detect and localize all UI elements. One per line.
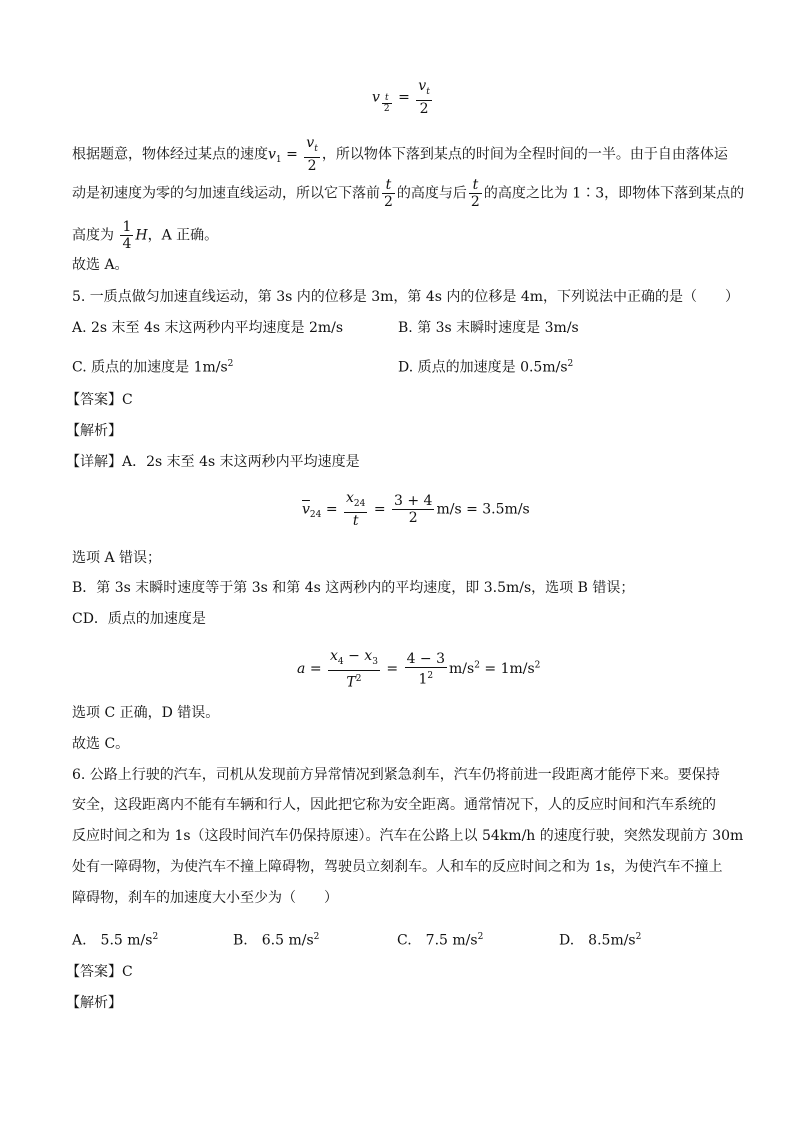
q5-analysis-tag: 【解析】 xyxy=(66,423,122,439)
f2-num-a: x xyxy=(330,648,338,664)
q5-choose xyxy=(72,734,129,754)
para1-t2-den: 2 xyxy=(470,194,480,210)
f1-den2: 2 xyxy=(408,509,418,526)
f2-eq2: = xyxy=(386,661,399,678)
q5-stem-text: 5. 一质点做匀加速直线运动，第 3s 内的位移是 3m，第 4s 内的位移是 4m，下列说法中正确的是（ ） xyxy=(72,289,740,305)
para1-text5: 的高度之比为 1∶3，即物体下落到某点的 xyxy=(483,185,745,202)
para1-line2 xyxy=(72,177,744,210)
q5-cd-line-text: CD．质点的加速度是 xyxy=(72,611,206,627)
q5-answer-value: C xyxy=(122,392,133,408)
q5-a-wrong-text: 选项 A 错误； xyxy=(72,550,162,566)
q5-b-line-text: B．第 3s 末瞬时速度等于第 3s 和第 4s 这两秒内的平均速度，即 3.5m/s，选项 B 错误； xyxy=(72,580,635,596)
f1-num: x xyxy=(346,490,354,506)
q5-formula-acceleration xyxy=(297,648,540,690)
f1-lhs: $\overline{v}$ xyxy=(302,501,310,518)
formula-den: 2 xyxy=(419,100,429,117)
q5-analysis xyxy=(66,421,122,441)
q5-option-d-sup: 2 xyxy=(567,359,574,369)
q6-analysis-tag: 【解析】 xyxy=(66,995,122,1011)
q6-option-c xyxy=(397,927,483,951)
f2-den2: 1 xyxy=(418,671,428,688)
q5-answer xyxy=(66,390,133,410)
para1-frac-num-sub: t xyxy=(314,143,318,154)
q5-stem xyxy=(72,287,739,307)
f2-lhs: a xyxy=(297,661,306,678)
para1-text6: 高度为 xyxy=(72,227,114,244)
q6-line4 xyxy=(72,857,723,877)
para1-t1-num: t xyxy=(382,177,395,194)
para1-h-den: 4 xyxy=(122,236,132,252)
q6-line5 xyxy=(72,888,338,908)
q6-answer-tag: 【答案】 xyxy=(66,964,122,980)
f2-num-b: x xyxy=(364,648,373,664)
q6-option-c-text: C. 7.5 m/s xyxy=(397,932,478,949)
q6-option-b xyxy=(233,927,319,951)
para1-eq: = xyxy=(286,146,298,163)
q6-option-d-sup: 2 xyxy=(635,932,642,942)
q6-option-b-text: B. 6.5 m/s xyxy=(233,932,314,949)
para1-v: v xyxy=(268,146,276,163)
q5-detail-a xyxy=(66,452,360,472)
q5-option-a xyxy=(72,318,343,338)
para1-v-sub: 1 xyxy=(275,155,282,166)
q5-answer-tag: 【答案】 xyxy=(66,392,122,408)
q6-answer xyxy=(66,962,133,982)
q6-option-c-sup: 2 xyxy=(477,932,484,942)
para1-frac-den: 2 xyxy=(307,157,317,174)
q5-detail-tag: 【详解】 xyxy=(66,454,122,470)
f1-tail: m/s = 3.5m/s xyxy=(436,501,530,518)
f1-num-sub: 24 xyxy=(353,498,366,509)
q5-option-c-sup: 2 xyxy=(227,359,234,369)
para1-text4: 的高度与后 xyxy=(396,185,467,202)
para1-h-var: H xyxy=(135,227,148,244)
para1-line1 xyxy=(72,135,728,174)
q6-line1-text: 6. 公路上行驶的汽车，司机从发现前方异常情况到紧急刹车，汽车仍将前进一段距离才能停下来。要保持 xyxy=(72,767,720,783)
formula-var: v xyxy=(372,89,380,106)
f1-lhs-sub: 24 xyxy=(309,510,322,521)
formula-eq: = xyxy=(398,89,410,106)
q5-choose-text: 故选 C。 xyxy=(72,736,130,752)
f2-minus: − xyxy=(348,648,360,664)
q6-option-d-text: D. 8.5m/s xyxy=(559,932,636,949)
para1-text3: 动是初速度为零的匀加速直线运动，所以它下落前 xyxy=(72,185,380,202)
q5-a-wrong xyxy=(72,548,161,568)
q5-option-d-text: D. 质点的加速度是 0.5m/s xyxy=(398,359,568,376)
choose-a-text: 故选 A。 xyxy=(72,257,129,273)
formula-sub-num: t xyxy=(382,93,392,104)
formula-sub-den: 2 xyxy=(383,104,390,115)
q5-option-a-text: A. 2s 末至 4s 末这两秒内平均速度是 2m/s xyxy=(72,320,344,336)
q5-formula-avg-velocity xyxy=(302,490,530,529)
q5-option-c-text: C. 质点的加速度是 1m/s xyxy=(72,359,228,376)
q6-line2-text: 安全，这段距离内不能有车辆和行人，因此把它称为安全距离。通常情况下，人的反应时间和汽车系统的 xyxy=(72,797,716,813)
q6-line1 xyxy=(72,765,720,785)
q6-line3-text: 反应时间之和为 1s（这段时间汽车仍保持原速）。汽车在公路上以 54km/h 的速度行驶，突然发现前方 30m xyxy=(72,828,744,844)
para1-text1: 根据题意，物体经过某点的速度 xyxy=(72,146,268,163)
f1-eq2: = xyxy=(373,501,386,518)
q6-line2 xyxy=(72,795,716,815)
q5-c-right-text: 选项 C 正确，D 错误。 xyxy=(72,705,220,721)
para1-text7: ，A 正确。 xyxy=(147,227,219,244)
f2-tail: = 1m/s xyxy=(479,661,535,678)
f2-den2-sup: 2 xyxy=(427,670,434,681)
choose-a-line xyxy=(72,255,129,275)
f1-eq: = xyxy=(325,501,338,518)
q6-answer-value: C xyxy=(122,964,133,980)
formula-num-sub: t xyxy=(426,86,430,97)
q5-option-b xyxy=(398,318,579,338)
para1-frac-num: v xyxy=(306,135,315,151)
q5-c-right xyxy=(72,703,219,723)
q6-line3 xyxy=(72,826,743,846)
q5-option-b-text: B. 第 3s 末瞬时速度是 3m/s xyxy=(398,320,579,336)
f2-num-a-sub: 4 xyxy=(337,656,344,667)
q6-option-a xyxy=(72,927,158,951)
q5-option-c xyxy=(72,354,233,378)
q5-b-line xyxy=(72,578,634,598)
q5-detail-a-text: A．2s 末至 4s 末这两秒内平均速度是 xyxy=(122,454,360,470)
f1-num2: 3 + 4 xyxy=(394,492,433,509)
q6-option-d xyxy=(559,927,641,951)
q6-option-b-sup: 2 xyxy=(313,932,320,942)
q6-line4-text: 处有一障碍物，为使汽车不撞上障碍物，驾驶员立刻刹车。人和车的反应时间之和为 1s，为使汽车不撞上 xyxy=(72,859,723,875)
f1-den: t xyxy=(352,512,359,529)
f2-unit: m/s xyxy=(449,661,475,678)
para1-line3 xyxy=(72,219,218,252)
f2-num2: 4 − 3 xyxy=(406,650,446,667)
formula-num: v xyxy=(418,78,427,94)
formula-mid-velocity xyxy=(372,78,434,117)
para1-h-num: 1 xyxy=(122,219,132,235)
q5-option-d xyxy=(398,354,573,378)
q6-line5-text: 障碍物，刹车的加速度大小至少为（ ） xyxy=(72,890,338,906)
f2-den-sup: 2 xyxy=(355,673,362,684)
f2-unit-sup: 2 xyxy=(474,660,480,671)
para1-t1-den: 2 xyxy=(384,194,393,210)
f2-num-b-sub: 3 xyxy=(372,656,378,667)
f2-eq: = xyxy=(309,661,322,678)
para1-t2-num: t xyxy=(469,177,482,194)
f2-den: T xyxy=(346,674,356,691)
q5-cd-line xyxy=(72,609,206,629)
f2-tail-sup: 2 xyxy=(534,660,541,671)
para1-text2: ，所以物体下落到某点的时间为全程时间的一半。由于自由落体运 xyxy=(321,146,728,163)
q6-analysis xyxy=(66,993,122,1013)
q6-option-a-sup: 2 xyxy=(152,932,159,942)
q6-option-a-text: A. 5.5 m/s xyxy=(72,932,153,949)
